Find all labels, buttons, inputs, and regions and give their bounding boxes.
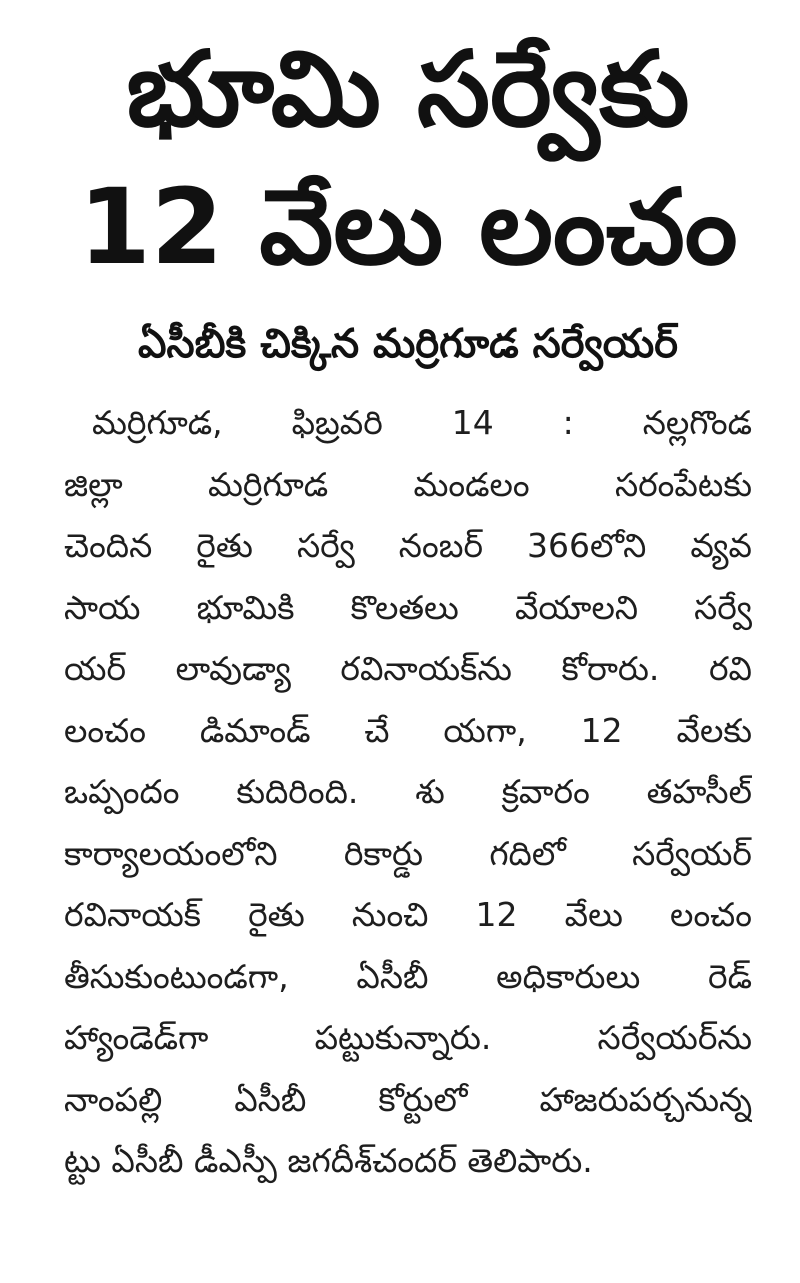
body-line: హ్యాండెడ్‌గా పట్టుకున్నారు. సర్వేయర్‌ను [64,1018,752,1057]
body-line: తీసుకుంటుండగా, ఏసీబీ అధికారులు రెడ్ [64,956,752,996]
headline-line-2: 12 వేలు లంచం [78,166,738,288]
body-line: నాంపల్లి ఏసీబీ కోర్టులో హాజరుపర్చనున్న [64,1079,752,1119]
body-line: రవినాయక్ రైతు నుంచి 12 వేలు లంచం [64,895,752,934]
body-line: లంచం డిమాండ్ చే యగా, 12 వేలకు [64,710,752,750]
body-line: జిల్లా మర్రిగూడ మండలం సరంపేటకు [64,464,752,504]
body-line: యర్ లావుడ్యా రవినాయక్‌ను కోరారు. రవి [64,649,752,688]
body-line: సాయ భూమికి కొలతలు వేయాలని సర్వే [64,587,752,627]
body-line: కార్యాలయంలోని రికార్డు గదిలో సర్వేయర్ [64,833,752,873]
body-line: ట్టు ఏసీబీ డీఎస్పీ జగదీశ్‌చందర్ తెలిపారు. [64,1141,593,1180]
headline [64,0,752,296]
headline-line-1: భూమి సర్వేకు [126,28,690,150]
body-line: ఒప్పందం కుదిరింది. శు క్రవారం తహసీల్ [64,772,752,811]
body-line: చెందిన రైతు సర్వే నంబర్ 366లోని వ్యవ [64,526,752,565]
body-line: మర్రిగూడ, ఫిబ్రవరి 14 : నల్లగొండ [92,403,752,442]
article-body [64,392,752,1192]
subheadline: ఏసీబీకి చిక్కిన మర్రిగూడ సర్వేయర్ [138,321,678,367]
